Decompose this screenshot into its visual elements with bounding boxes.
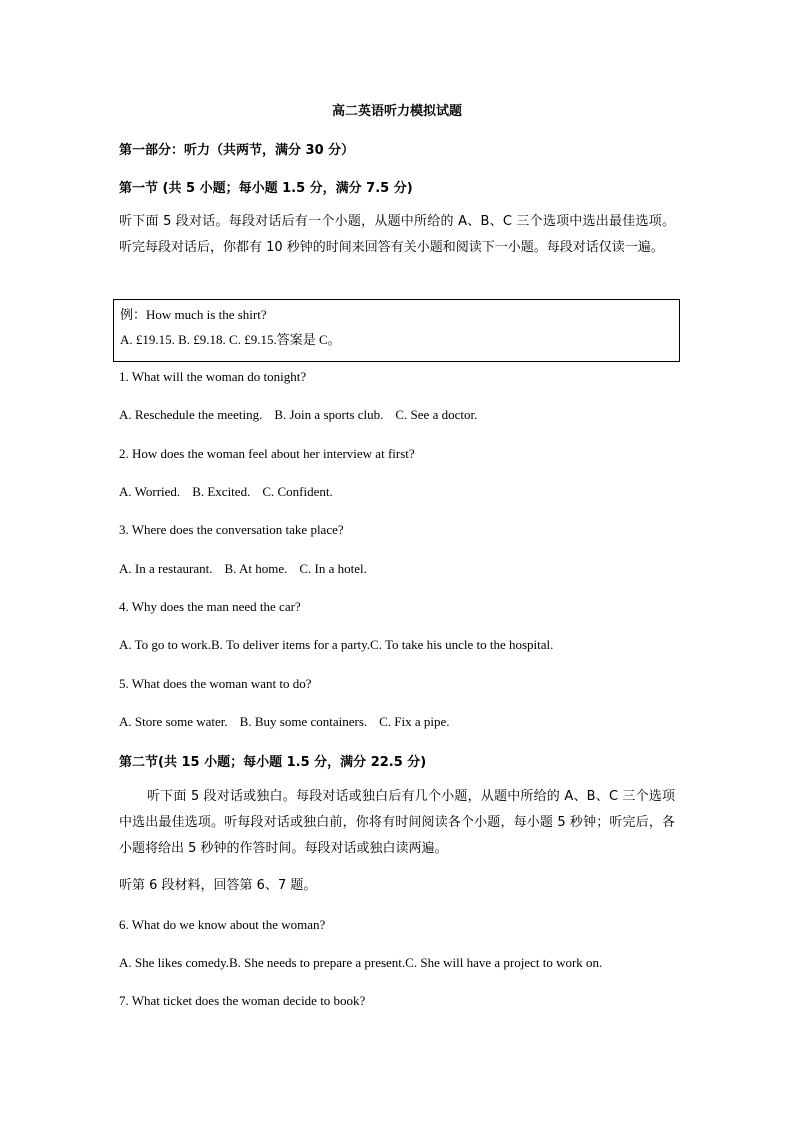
question-1: 1. What will the woman do tonight? (119, 369, 307, 384)
option-a: A. Worried. (119, 484, 181, 499)
section1-instructions: 听下面 5 段对话。每段对话后有一个小题，从题中所给的 A、B、C 三个选项中选出最佳选项。听完每段对话后，你都有 10 秒钟的时间来回答有关小题和阅读下一小题。每段对话仅读一遍。 (119, 214, 675, 255)
question-2: 2. How does the woman feel about her interview at first? (119, 446, 415, 461)
option-c: C. She will have a project to work on. (405, 955, 603, 970)
option-c: C. See a doctor. (395, 407, 478, 422)
question-6: 6. What do we know about the woman? (119, 917, 326, 932)
question-4-options (119, 637, 553, 653)
question-4: 4. Why does the man need the car? (119, 599, 301, 614)
option-a: A. She likes comedy. (119, 955, 229, 970)
option-a: A. To go to work. (119, 637, 212, 652)
example-question: 例：How much is the shirt? (120, 307, 267, 322)
question-3: 3. Where does the conversation take place? (119, 522, 344, 537)
question-1-options (119, 407, 477, 423)
question-7: 7. What ticket does the woman decide to book? (119, 993, 366, 1008)
example-box (113, 299, 680, 362)
option-c: C. In a hotel. (299, 561, 367, 576)
section2-heading: 第二节(共 15 小题；每小题 1.5 分，满分 22.5 分) (119, 755, 427, 770)
section2-instructions: 听下面 5 段对话或独白。每段对话或独白后有几个小题，从题中所给的 A、B、C 三个选项中选出最佳选项。听每段对话或独白前，你将有时间阅读各个小题，每小题 5 秒钟；听完后，各小题将给出 5 秒钟的作答时间。每段对话或独白读两遍。 (119, 789, 675, 856)
section1-heading: 第一节 (共 5 小题；每小题 1.5 分，满分 7.5 分) (119, 181, 413, 196)
material6-intro: 听第 6 段材料，回答第 6、7 题。 (119, 878, 317, 893)
option-a: A. Store some water. (119, 714, 228, 729)
page-title: 高二英语听力模拟试题 (331, 104, 462, 119)
option-c: C. Confident. (262, 484, 333, 499)
question-2-options (119, 484, 333, 500)
question-6-options (119, 955, 602, 971)
option-b: B. Excited. (192, 484, 251, 499)
option-a: A. In a restaurant. (119, 561, 213, 576)
option-b: B. To deliver items for a party. (211, 637, 371, 652)
option-a: A. Reschedule the meeting. (119, 407, 263, 422)
question-5-options (119, 714, 450, 730)
option-c: C. To take his uncle to the hospital. (370, 637, 554, 652)
example-options: A. £19.15. B. £9.18. C. £9.15.答案是 C。 (120, 332, 341, 347)
option-b: B. Buy some containers. (239, 714, 368, 729)
question-3-options (119, 561, 367, 577)
question-5: 5. What does the woman want to do? (119, 676, 312, 691)
option-b: B. Join a sports club. (274, 407, 384, 422)
option-c: C. Fix a pipe. (379, 714, 450, 729)
option-b: B. At home. (224, 561, 288, 576)
option-b: B. She needs to prepare a present. (229, 955, 406, 970)
part1-heading: 第一部分：听力（共两节，满分 30 分） (119, 143, 355, 158)
